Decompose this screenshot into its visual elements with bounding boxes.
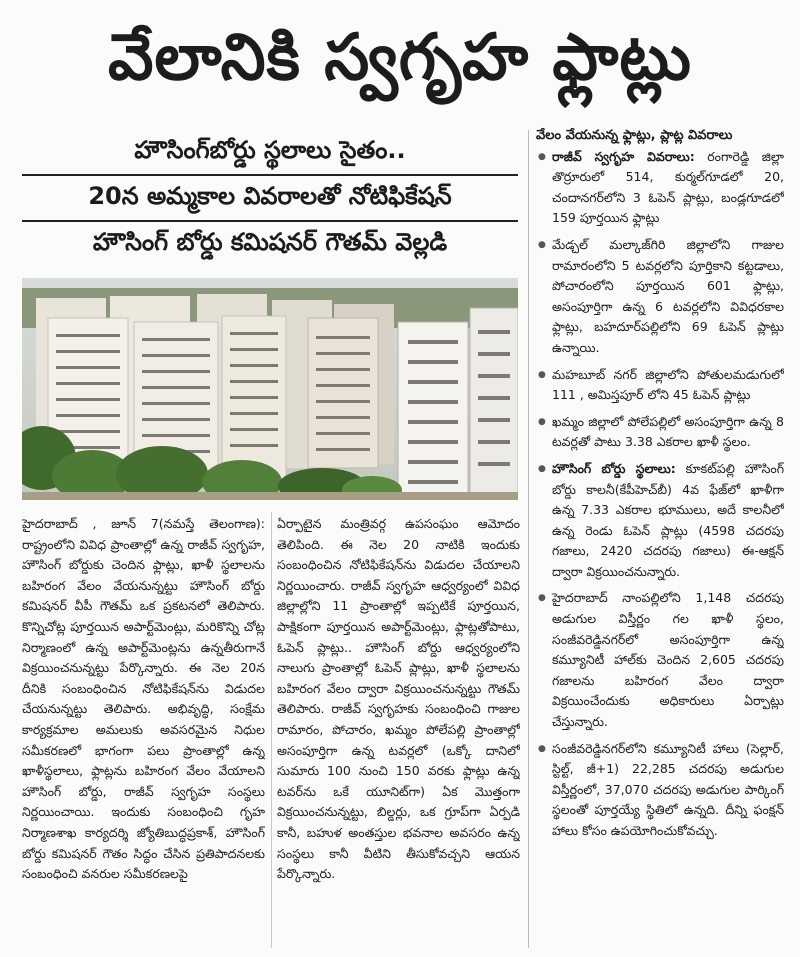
list-item — [536, 365, 784, 406]
subheadline-3: హౌసింగ్‌ బోర్డు కమిషనర్‌ గౌతమ్‌ వెల్లడి — [92, 228, 448, 256]
list-item-text: కూకట్‌పల్లి హౌసింగ్‌ బోర్డు కాలనీ(కేపీహెచ్‌బీ) 4వ ఫేజ్‌లో ఖాళీగా ఉన్న 7.33 ఎకరాల భూములు, అదే కాలనీలో ఉన్న రెండు ఓపెన్‌ ప్లాట్లు (4598 చదరపు గజాలు, 2420 చదరపు గజాలు) ఈ-ఆక్షన్‌ ద్వారా విక్రయించనున్నారు. — [552, 460, 784, 579]
list-item-lead: రాజీవ్‌ స్వగృహ వివరాలు: — [552, 148, 695, 164]
list-item — [536, 459, 784, 583]
list-item — [536, 588, 784, 732]
sidebar-divider — [528, 130, 529, 948]
article-paragraph-2: ఏర్పాటైన మంత్రివర్గ ఉపసంఘం ఆమోదం తెలిపింది. ఈ నెల 20 నాటికి ఇందుకు సంబంధించిన నోటిఫికేషన్‌ను విడుదల చేయాలని నిర్ణయించారు. రాజీవ్‌ స్వగృహ ఆధ్వర్యంలో వివిధ జిల్లాల్లోని 11 ప్రాంతాల్లో ఇప్పటికే పూర్తయిన, పాక్షికంగా పూర్తయిన అపార్ట్‌మెంట్లు, ఫ్లాట్లతోపాటు, ఓపెన్‌ ప్లాట్లు.. హౌసింగ్‌ బోర్డు ఆధ్వర్యంలోని నాలుగు ప్రాంతాల్లో ఓపెన్‌ ప్లాట్లు, ఖాళీ స్థలాలను బహిరంగ వేలం ద్వారా విక్రయించనున్నట్టు గౌతమ్‌ తెలిపారు. రాజీవ్‌ స్వగృహకు సంబంధించి గాజుల రామారం, పోచారం, ఖమ్మం పోలేపల్లి ప్రాంతాల్లో అసంపూర్తిగా ఉన్న టవర్లలో (ఒక్కో దానిలో సుమారు 100 నుంచి 150 వరకు ఫ్లాట్లు ఉన్న టవర్‌ను ఒకే యూనిట్‌గా) ఏక మొత్తంగా విక్రయించనున్నట్టు, బిల్డర్లు, ఒక గ్రూప్‌గా ఏర్పడి కానీ, బహుళ అంతస్తుల భవనాల అవసరం ఉన్న సంస్థలు కానీ వీటిని తీసుకోవచ్చని ఆయన పేర్కొన్నారు. — [277, 516, 520, 882]
list-item-text: మేడ్చల్‌ మల్కాజ్‌గిరి జిల్లాలోని గాజుల రామారంలోని 5 టవర్లలోని పూర్తికాని కట్టడాలు, పోచారంలోని పూర్తయిన 601 ఫ్లాట్లు, అసంపూర్తిగా ఉన్న 6 టవర్లలోని వివిధరకాల ఫ్లాట్లు, బహదూర్‌పల్లిలోని 69 ఓపెన్‌ ప్లాట్లు ఉన్నాయి. — [552, 236, 784, 355]
list-item-text: హైదరాబాద్‌ నాంపల్లిలోని 1,148 చదరపు అడుగుల విస్తీర్ణం గల ఖాళీ స్థలం, సంజీవరెడ్డినగర్‌లో అసంపూర్తిగా ఉన్న కమ్యూనిటీ హాల్‌కు చెందిన 2,605 చదరపు గజాలను బహిరంగ వేలం ద్వారా విక్రయించేందుకు అధికారులు ఏర్పాట్లు చేస్తున్నారు. — [552, 590, 784, 730]
column-divider — [271, 512, 272, 948]
list-item-lead: హౌసింగ్‌ బోర్డు స్థలాలు: — [552, 460, 676, 476]
subheadline-block — [22, 130, 518, 266]
list-item-text: రంగారెడ్డి జిల్లా తొర్రూరులో 514, కుర్మల్‌గూడలో 20, చందానగర్‌లోని 3 ఓపెన్‌ ప్లాట్లు, బండ్లగూడలో 159 పూర్తయిన ఫ్లాట్లు — [552, 148, 784, 226]
sidebar-list — [536, 147, 784, 842]
subheadline-2: 20న అమ్మకాల వివరాలతో నోటిఫికేషన్‌ — [22, 176, 518, 222]
headline: వేలానికి స్వగృహ ఫ్లాట్లు — [108, 21, 692, 95]
sidebar-details — [536, 126, 784, 948]
list-item-text: ఖమ్మం జిల్లాలో పోలేపల్లిలో అసంపూర్తిగా ఉన్న 8 టవర్లతో పాటు 3.38 ఎకరాల ఖాళీ స్థలం. — [552, 413, 784, 450]
list-item-text: సంజీవరెడ్డినగర్‌లోని కమ్యూనిటీ హాలు (సెల్లార్‌, స్టిల్ట్‌, జీ+1) 22,285 చదరపు అడుగుల విస్తీర్ణంలో, 37,070 చదరపు అడుగుల పార్కింగ్‌ స్థలంతో పూర్తయ్యే స్థితిలో ఉన్నది. దీన్ని ఫంక్షన్‌ హాలు కోసం ఉపయోగించుకోవచ్చు. — [552, 740, 784, 838]
list-item — [536, 147, 784, 229]
apartments-photo — [22, 278, 518, 500]
list-item — [536, 412, 784, 453]
list-item-text: మహబూబ్‌ నగర్‌ జిల్లాలోని పోతులమడుగులో 111 , అమిస్తపూర్‌ లోని 45 ఓపెన్‌ ప్లాట్లు — [552, 366, 784, 403]
article-column-2 — [277, 514, 520, 946]
list-item — [536, 235, 784, 359]
article-paragraph-1: హైదరాబాద్‌ , జూన్‌ 7(నమస్తే తెలంగాణ): రాష్ట్రంలోని వివిధ ప్రాంతాల్లో ఉన్న రాజీవ్‌ స్వగృహ, హౌసింగ్‌ బోర్డుకు చెందిన ఫ్లాట్లు, ఖాళీ స్థలాలను బహిరంగ వేలం వేయనున్నట్టు హౌసింగ్‌ బోర్డు కమిషనర్‌ వీపీ గౌతమ్‌ ఒక ప్రకటనలో తెలిపారు. కొన్నిచోట్ల పూర్తయిన అపార్ట్‌మెంట్లు, మరికొన్ని చోట్ల నిర్మాణంలో ఉన్న అపార్ట్‌మెంట్లను ఉన్నతీరుగానే విక్రయించనున్నట్టు పేర్కొన్నారు. ఈ నెల 20న దీనికి సంబంధించిన నోటిఫికేషన్‌ను విడుదల చేయనున్నట్టు తెలిపారు. అభివృద్ధి, సంక్షేమ కార్యక్రమాల అమలుకు అవసరమైన నిధుల సమీకరణలో భాగంగా పలు ప్రాంతాల్లో ఉన్న ఖాళీస్థలాలు, ఫ్లాట్లను బహిరంగ వేలం వేయాలని హౌసింగ్‌ బోర్డు, రాజీవ్‌ స్వగృహ సంస్థలు నిర్ణయించాయి. ఇందుకు సంబంధించి గృహ నిర్మాణశాఖ కార్యదర్శి జ్యోతిబుద్ధప్రకాశ్‌, హౌసింగ్‌ బోర్డు కమిషనర్‌ గౌతం సిద్ధం చేసిన ప్రతిపాదనలకు సంబంధించి వనరుల సమీకరణలపై — [22, 516, 265, 882]
apartment-towers-illustration — [22, 278, 518, 500]
photo-ground — [22, 492, 518, 500]
subheadline-1: హౌసింగ్‌బోర్డు స్థలాలు సైతం.. — [22, 130, 518, 176]
sidebar-title: వేలం వేయనున్న ఫ్లాట్లు, ప్లాట్ల వివరాలు — [536, 128, 733, 143]
list-item — [536, 739, 784, 842]
article-column-1 — [22, 514, 265, 946]
